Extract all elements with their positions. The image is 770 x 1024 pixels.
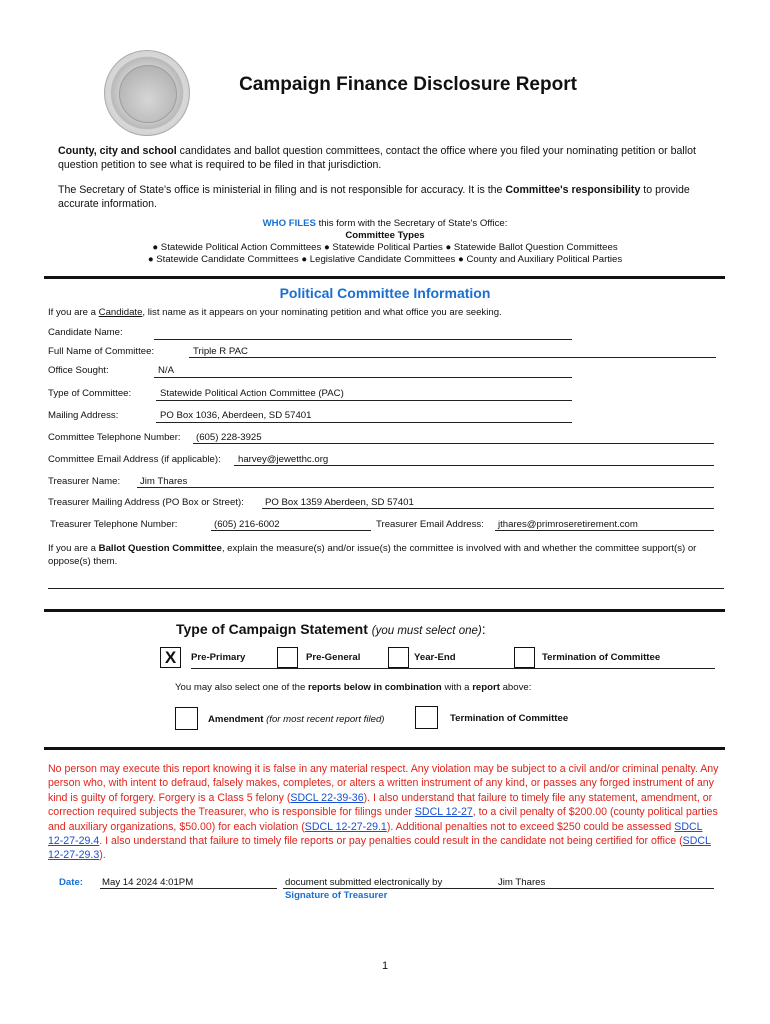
who-files-label: WHO FILES [262,218,316,229]
candidate-note [48,307,502,318]
year-end-label: Year-End [414,652,456,663]
office-sought-underline [154,377,572,378]
intro-text: The Secretary of State's office is ministerial in filing and is not responsible for accuracy. It is the [58,184,506,196]
committee-type-label: Type of Committee: [48,388,132,399]
treasurer-email-label: Treasurer Email Address: [376,519,484,530]
statement-options-underline [191,668,715,669]
pre-general-checkbox[interactable] [277,647,298,668]
termination-label: Termination of Committee [542,652,661,663]
candidate-name-label: Candidate Name: [48,327,123,338]
mailing-address-underline [156,422,572,423]
note-bold: report [472,682,500,693]
legal-text: ). I also understand that failure to timely file any statement, amendment, or correction required subjects the Treasurer, who is responsible for filings under [48,791,713,819]
who-files-text: this form with the Secretary of State's Office: [315,218,508,229]
treasurer-phone-underline [211,530,371,531]
legal-text: No person may execute this report knowing it is false in any material respect. Any violation may be subject to a civil and/or criminal penalty. Any person who, with intent to defraud, falsely makes, completes, or alters a written instrument of any kind, or passes any forged instrument of any kind is guilty of forgery. Forgery is a Class 5 felony ( [48,763,719,804]
note-text: with a [441,682,473,693]
amendment-label-text: Amendment [208,714,264,725]
note-text: You may also select one of the [175,682,308,693]
ballot-question-explanation-line[interactable] [48,588,724,589]
section-divider [44,747,725,750]
treasurer-name-underline [137,487,714,488]
mailing-address-label: Mailing Address: [48,410,119,421]
committee-phone-underline [193,443,714,444]
note-bold: Ballot Question Committee [98,543,222,554]
heading-text: Type of Campaign Statement [176,621,368,637]
committee-types-line-2: ● Statewide Candidate Committees ● Legislative Candidate Committees ● County and Auxiliary Political Parties [147,254,623,265]
legal-text: , to a civil penalty of $200.00 (county political parties and auxiliary organizations, $50.00) for each violation ( [48,806,718,833]
committee-types-heading: Committee Types [345,230,425,241]
candidate-name-underline [154,339,572,340]
combination-note [175,682,531,693]
committee-name-label: Full Name of Committee: [48,346,155,357]
note-text: If you are a [48,543,99,554]
political-committee-heading: Political Committee Information [279,285,491,301]
intro-text: to provide accurate information. [58,184,690,210]
intro-text: candidates and ballot question committees, contact the office where you filed your nominating petition or ballot question petition to see what is required to be filed in that jurisdiction. [58,145,696,171]
page-title: Campaign Finance Disclosure Report [239,74,577,95]
date-underline [100,888,277,889]
committee-type-underline [156,400,572,401]
pre-general-label: Pre-General [306,652,361,663]
note-bold: reports below in combination [307,682,442,693]
committee-email-underline [234,465,714,466]
note-text: If you are a [48,307,99,318]
note-text: , explain the measure(s) and/or issue(s) the committee is involved with and whether the committee support(s) or oppose(s) them. [48,543,697,567]
treasurer-phone-label: Treasurer Telephone Number: [50,519,178,530]
treasurer-phone-field[interactable]: (605) 216-6002 [214,519,280,530]
committee-phone-field[interactable]: (605) 228-3925 [196,432,262,443]
sdcl-12-27-29-3-link[interactable]: SDCL 12-27-29.3 [48,835,711,862]
amendment-note: (for most recent report filed) [266,714,385,725]
office-sought-label: Office Sought: [48,365,109,376]
sdcl-12-27-link[interactable]: SDCL 12-27 [414,806,473,819]
sdcl-12-27-29-1-link[interactable]: SDCL 12-27-29.1 [304,820,387,833]
mailing-address-field[interactable]: PO Box 1036, Aberdeen, SD 57401 [160,410,312,421]
signature-label: Signature of Treasurer [285,890,388,901]
committee-types-line-1: ● Statewide Political Action Committees ● Statewide Political Parties ● Statewide Ballot Question Committees [152,242,618,253]
committee-email-label: Committee Email Address (if applicable): [48,454,221,465]
termination-combo-checkbox[interactable] [415,706,438,729]
intro-paragraph-1 [58,144,718,172]
pre-primary-label: Pre-Primary [191,652,246,663]
committee-email-field[interactable]: harvey@jewetthc.org [238,454,329,465]
treasurer-address-label: Treasurer Mailing Address (PO Box or Street): [48,497,244,508]
pre-primary-checkbox[interactable]: X [160,647,181,668]
treasurer-address-field[interactable]: PO Box 1359 Aberdeen, SD 57401 [265,497,414,508]
intro-bold: County, city and school [58,145,177,157]
treasurer-address-underline [262,508,714,509]
note-text: , list name as it appears on your nominating petition and what office you are seeking. [142,307,502,318]
committee-name-field[interactable]: Triple R PAC [193,346,248,357]
committee-name-underline [189,357,716,358]
intro-bold: Committee's responsibility [505,184,641,196]
termination-checkbox[interactable] [514,647,535,668]
treasurer-name-label: Treasurer Name: [48,476,121,487]
amendment-label [208,714,384,725]
page-number: 1 [381,960,389,972]
treasurer-email-field[interactable]: jthares@primroseretirement.com [498,519,638,530]
treasurer-email-underline [495,530,714,531]
section-divider [44,609,725,612]
note-text: above: [499,682,532,693]
heading-note: (you must select one) [371,625,482,637]
intro-paragraph-2 [58,183,718,211]
sdcl-22-39-36-link[interactable]: SDCL 22-39-36 [290,791,364,804]
signer-name[interactable]: Jim Thares [498,877,546,888]
heading-colon: : [481,621,486,637]
legal-text: . I also understand that failure to timely file reports or pay penalties could result in the candidate not being certified for office ( [99,835,683,848]
who-files-line [0,218,770,229]
campaign-statement-heading [176,621,486,637]
committee-phone-label: Committee Telephone Number: [48,432,181,443]
amendment-checkbox[interactable] [175,707,198,730]
submitted-text: document submitted electronically by [285,877,443,888]
candidate-link: Candidate [98,307,143,318]
date-field[interactable]: May 14 2024 4:01PM [102,877,194,888]
signature-underline [283,888,714,889]
date-label: Date: [59,877,83,888]
committee-type-field[interactable]: Statewide Political Action Committee (PAC) [160,388,344,399]
treasurer-name-field[interactable]: Jim Thares [140,476,188,487]
sdcl-12-27-29-4-link[interactable]: SDCL 12-27-29.4 [48,820,703,848]
year-end-checkbox[interactable] [388,647,409,668]
legal-text: ). [99,849,106,862]
termination-combo-label: Termination of Committee [450,713,569,724]
legal-text: ). Additional penalties not to exceed $250 could be assessed [386,820,675,833]
legal-statement [48,762,720,863]
office-sought-field[interactable]: N/A [158,365,174,376]
section-divider [44,276,725,279]
ballot-question-note [48,543,723,568]
